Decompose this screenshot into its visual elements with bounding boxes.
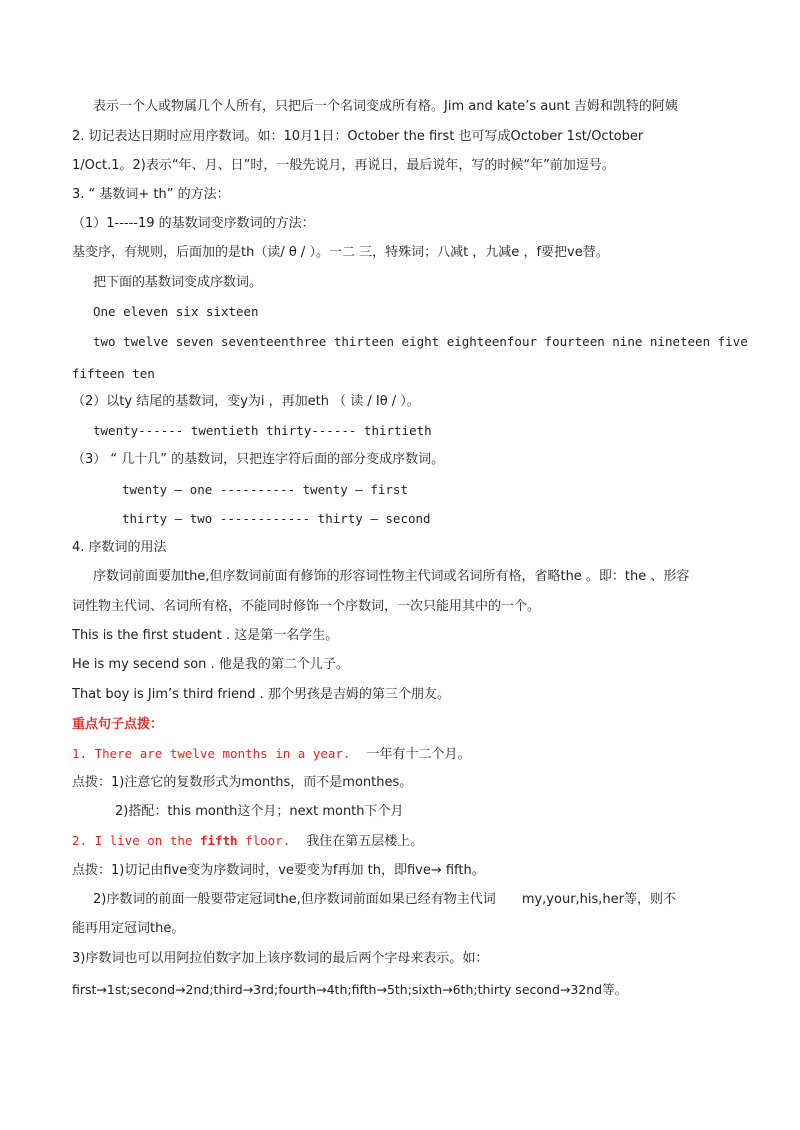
text-segment: my,your,his,her等，则不 — [521, 892, 677, 907]
example-sentence: He is my secend son . 他是我的第二个儿子。 — [72, 657, 349, 672]
text-line: 基变序，有规则，后面加的是th（读/ θ / ）。一二 三，特殊词；八减t ，九减e ，f要把ve替。 — [72, 245, 609, 260]
text-line: 序数词前面要加the,但序数词前面有修饰的形容词性物主代词或名词所有格，省略the 。即：the 、形容 — [93, 569, 690, 584]
word-list-line: two twelve seven seventeenthree thirteen eight eighteenfour fourteen nine nineteen five — [93, 334, 748, 349]
key-sentence-english-end: floor. — [237, 833, 291, 848]
key-sentence-1 — [0, 745, 800, 764]
text-line: （2）以ty 结尾的基数词，变y为i ，再加eth （ 读 / Iθ / ）。 — [72, 394, 420, 409]
text-segment: 2)序数词的前面一般要带定冠词the,但序数词前面如果已经有物主代词 — [93, 892, 496, 907]
text-line: 点拨：1)切记由five变为序数词时，ve要变为f再加 th，即five→ fifth。 — [72, 863, 485, 878]
text-line: first→1st;second→2nd;third→3rd;fourth→4th;fifth→5th;sixth→6th;thirty second→32nd等。 — [72, 982, 628, 997]
section-heading: 3. “ 基数词+ th” 的方法： — [72, 187, 230, 202]
example-sentence: This is the first student . 这是第一名学生。 — [72, 628, 339, 643]
key-sentence-translation: 一年有十二个月。 — [366, 747, 471, 762]
example-line: twenty — one ---------- twenty — first — [122, 482, 408, 497]
section-heading: 4. 序数词的用法 — [72, 540, 167, 555]
key-sentence-2 — [0, 832, 800, 851]
text-line: （3） “ 几十几” 的基数词，只把连字符后面的部分变成序数词。 — [72, 452, 445, 467]
text-line-split — [0, 891, 800, 909]
key-sentence-emphasis: fifth — [199, 833, 238, 848]
text-line: 1/Oct.1。2)表示“年、月、日”时，一般先说月，再说日，最后说年，写的时候“年”前加逗号。 — [72, 158, 615, 173]
text-line: 表示一个人或物属几个人所有，只把后一个名词变成所有格。Jim and kate’s aunt 吉姆和凯特的阿姨 — [93, 99, 678, 114]
key-sentence-english: 2. I live on the — [72, 833, 200, 848]
key-sentence-english: 1. There are twelve months in a year. — [72, 746, 351, 761]
key-sentence-translation: 我住在第五层楼上。 — [306, 834, 424, 849]
text-line: 点拨：1)注意它的复数形式为months，而不是monthes。 — [72, 775, 413, 790]
key-sentences-heading: 重点句子点拨： — [72, 717, 164, 732]
example-sentence: That boy is Jim’s third friend . 那个男孩是吉姆的第三个朋友。 — [72, 687, 450, 702]
text-line: 2)搭配：this month这个月；next month下个月 — [115, 804, 404, 819]
word-list-line: fifteen ten — [72, 366, 155, 381]
text-line: 能再用定冠词the。 — [72, 921, 185, 936]
text-line: 把下面的基数词变成序数词。 — [93, 275, 263, 290]
text-line: 2. 切记表达日期时应用序数词。如：10月1日：October the first 也可写成October 1st/October — [72, 129, 644, 144]
text-line: （1）1-----19 的基数词变序数词的方法： — [72, 216, 315, 231]
example-line: twenty------ twentieth thirty------ thirtieth — [93, 423, 432, 438]
text-line: 3)序数词也可以用阿拉伯数字加上该序数词的最后两个字母来表示。如： — [72, 951, 489, 966]
text-line: 词性物主代词、名词所有格，不能同时修饰一个序数词，一次只能用其中的一个。 — [72, 599, 541, 614]
example-line: thirty — two ------------ thirty — second — [122, 511, 431, 526]
word-list-line: One eleven six sixteen — [93, 304, 259, 319]
